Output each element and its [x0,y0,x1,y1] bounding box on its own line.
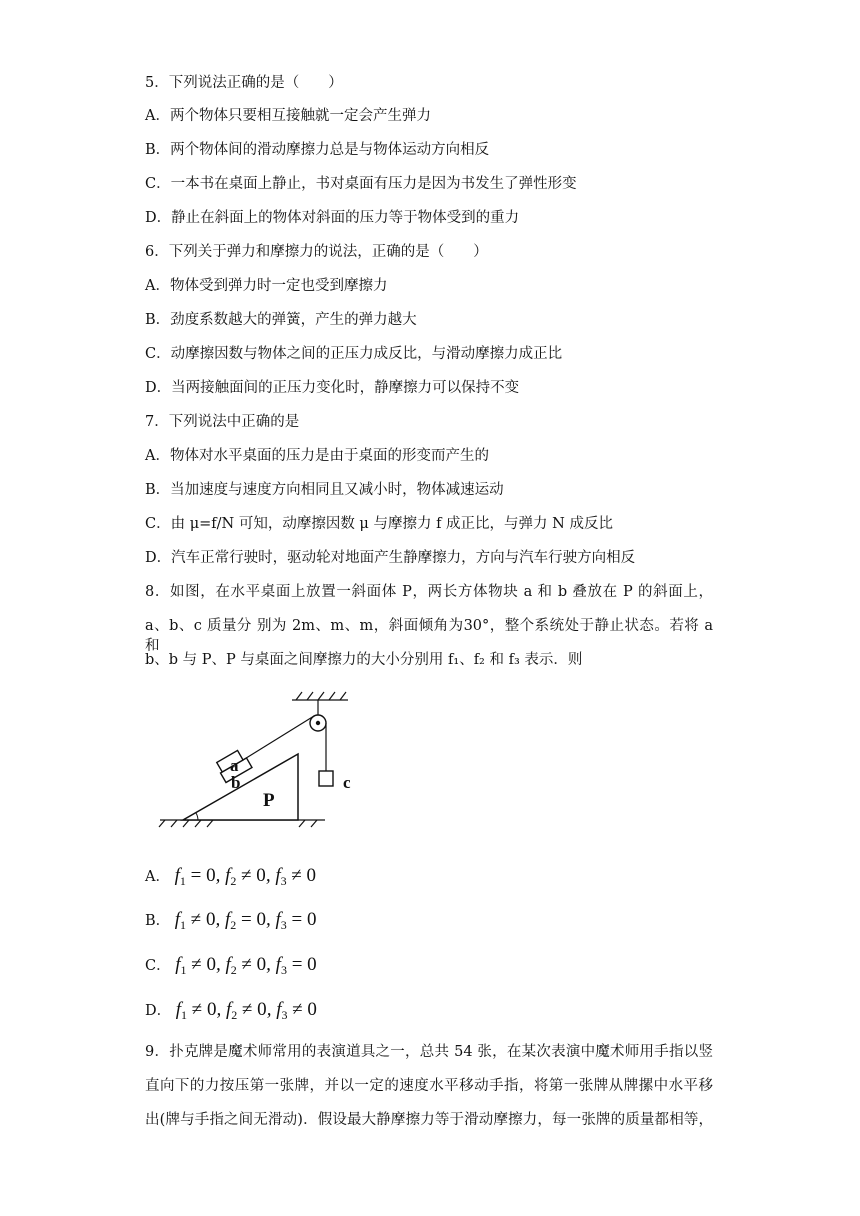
ground-surface [159,820,325,827]
label-p: P [263,790,275,811]
q8-option-c [145,955,317,980]
q6-stem: 6．下列关于弹力和摩擦力的说法，正确的是（ ） [145,244,488,260]
q9-stem-line-1: 9．扑克牌是魔术师常用的表演道具之一，总共 54 张，在某次表演中魔术师用手指以竖 [145,1044,713,1060]
q6-option-b: B．劲度系数越大的弹簧，产生的弹力越大 [145,312,417,328]
option-letter: B． [145,913,171,929]
q9-stem-line-3: 出(牌与手指之间无滑动)．假设最大静摩擦力等于滑动摩擦力，每一张牌的质量都相等， [145,1112,713,1128]
label-a: a [230,756,239,775]
q5-stem: 5．下列说法正确的是（ ） [145,75,343,91]
incline-pulley-figure [155,688,375,828]
option-letter: D． [145,1003,172,1019]
q7-stem: 7．下列说法中正确的是 [145,414,300,430]
rope-upper [243,716,314,760]
q5-option-c: C．一本书在桌面上静止，书对桌面有压力是因为书发生了弹性形变 [145,176,577,192]
q6-option-a: A．物体受到弹力时一定也受到摩擦力 [145,278,388,294]
formula: $f_1 \ne 0$, $f_2 \ne 0$, $f_3 \ne 0$ [175,999,317,1022]
q7-option-c: C．由 μ=f/N 可知，动摩擦因数 μ 与摩擦力 f 成正比，与弹力 N 成反比 [145,516,613,532]
block-c [319,771,333,786]
label-b: b [231,773,241,792]
q8-option-d [145,1000,317,1025]
option-letter: C． [145,958,171,974]
formula: $f_1 \ne 0$, $f_2 \ne 0$, $f_3 = 0$ [175,954,317,977]
q5-option-d: D．静止在斜面上的物体对斜面的压力等于物体受到的重力 [145,210,520,226]
q9-stem-line-2: 直向下的力按压第一张牌，并以一定的速度水平移动手指，将第一张牌从牌摞中水平移 [145,1078,713,1094]
q8-option-b [145,910,316,935]
q6-option-c: C．动摩擦因数与物体之间的正压力成反比，与滑动摩擦力成正比 [145,346,563,362]
ceiling-support [292,692,348,715]
q5-option-a: A．两个物体只要相互接触就一定会产生弹力 [145,108,431,124]
q8-option-a [145,866,316,891]
q8-stem-line-2: a、b、c 质量分 别为 2m、m、m，斜面倾角为30°，整个系统处于静止状态。若将 a 和 [145,618,713,654]
formula: $f_1 \ne 0$, $f_2 = 0$, $f_3 = 0$ [174,909,317,932]
q5-option-b: B．两个物体间的滑动摩擦力总是与物体运动方向相反 [145,142,490,158]
q7-option-b: B．当加速度与速度方向相同且又减小时，物体减速运动 [145,482,504,498]
q7-option-a: A．物体对水平桌面的压力是由于桌面的形变而产生的 [145,448,489,464]
option-letter: A． [145,869,170,885]
q8-stem-line-1: 8．如图，在水平桌面上放置一斜面体 P，两长方体物块 a 和 b 叠放在 P 的斜面上， [145,584,713,600]
label-c: c [343,773,351,792]
q8-stem-line-3: b、b 与 P、P 与桌面之间摩擦力的大小分别用 f₁、f₂ 和 f₃ 表示．则 [145,652,583,668]
q6-option-d: D．当两接触面间的正压力变化时，静摩擦力可以保持不变 [145,380,520,396]
q7-option-d: D．汽车正常行驶时，驱动轮对地面产生静摩擦力，方向与汽车行驶方向相反 [145,550,636,566]
formula: $f_1 = 0$, $f_2 \ne 0$, $f_3 \ne 0$ [174,865,317,888]
